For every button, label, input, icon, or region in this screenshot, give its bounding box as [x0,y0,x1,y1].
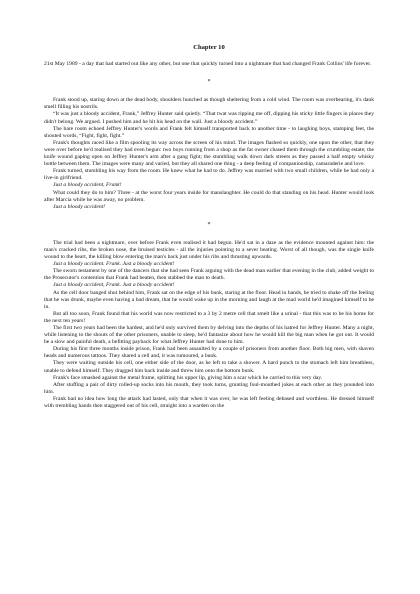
section-separator: * [207,221,211,228]
paragraph: 21st May 1989 - a day that had started out like any other, but one that quickly turned into a nightmare that had changed Frank Collins' life forever. [44,61,372,68]
italic-line: Just a bloody accident, Frank. Just a bloody accident! [53,282,175,289]
paragraph: Frank's face smashed against the metal frame, splitting his upper lip, giving him a scar which he carried to this very day. [53,374,323,381]
section-2 [44,97,374,211]
paragraph: During his first three months inside prison, Frank had been assaulted by a couple of prisoners from another floor. Both big men, with shaven heads and numerous tattoos. They shared a cell and, it was rumoured, a bunk. [44,346,374,360]
paragraph: The sworn testament by one of the dancers that she had seen Frank arguing with the dead man earlier that evening in the club, added weight to the Prosecutor's contention that Frank had beaten, then stabbed the man to death. [44,268,374,282]
paragraph: As the cell door banged shut behind him, Frank sat on the edge of his bunk, staring at the floor. Head in hands, he tried to shake off the feeling that he was drunk, maybe even having a bad dream, that he would wake up in the morning and laugh at the mad world he'd imagined himself to be in. [44,289,374,310]
paragraph: The trial had been a nightmare, over before Frank even realised it had begun. He'd sat in a daze as the evidence mounted against him: the man's cracked ribs, the broken nose, the bruised testicles - all the injuries pointing to a sever beating. Worst of all though, was the single knife wound to the heart, the killing blow entering the man's back just under his ribs and thrusting upwards. [44,239,374,261]
italic-line: Just a bloody accident, Frank! [53,182,122,189]
paragraph: Frank had no idea how long the attack had lasted, only that when it was over, he was left feeling debased and worthless. He dressed himself with trembling hands then staggered out of his cell, straight into a warden on the [44,395,374,410]
italic-line: Just a bloody accident. Frank. Just a bloody accident! [53,261,175,268]
paragraph: After stuffing a pair of dirty rolled-up socks into his mouth, they took turns, grunting foul-mouthed jokes at each other as they pounded into him. [44,381,374,395]
chapter-title: Chapter 10 [193,44,225,51]
paragraph: They were waiting outside his cell, one either side of the door, as he left to take a shower. A hard punch to the stomach left him breathless, unable to defend himself. They dragged him back inside and threw him onto the bottom bunk. [44,360,374,374]
paragraph: The bare room echoed Jeffrey Hunter's words and Frank felt himself transported back to another time - to laughing boys, stamping feet, the shouted words, “Fight, fight, fight.” [44,125,374,139]
section-1 [44,61,374,68]
italic-line: Just a bloody accident! [53,203,106,210]
section-3 [44,240,374,410]
paragraph: What could they do to him? Three - at the worst four years inside for manslaughter. He could do that standing on his head. Hunter would look after Marcia while he was away, no problem. [44,189,374,203]
paragraph: Frank turned, stumbling his way from the room. He knew what he had to do. Jeffrey was married with two small children, while he had only a live-in girlfriend. [44,168,374,182]
paragraph: But all too soon, Frank found that his world was now restricted to a 3 by 2 metre cell that smelt like a urinal - that this was to be his home for the next ten years! [44,310,374,324]
section-separator: * [207,79,211,86]
paragraph: “It was just a bloody accident, Frank,” Jeffrey Hunter said quietly. “That twat was ripping me off, dipping his sticky little fingers in places they didn't belong. We argued. I pushed him and he hit his head on the wall. Just a bloody accident.” [44,111,374,125]
paragraph: Frank stood up, staring down at the dead body, shoulders hunched as though sheltering from a cold wind. The room was overbearing, it's dank smell filling his nostrils. [44,97,374,111]
paragraph: Frank's thoughts raced like a film spooling its way across the screen of his mind. The images flashed so quickly, one upon the other, that they were over before he'd realised they had even begun: two boys running from a shop as the fat owner chased them through the crumbling estate; the knife wound gaping open on Jeffrey Hunter's arm after a gang fight; the stumbling walk down dark streets as they passed a half empty whisky bottle between them. The images were many and varied, but they all shared one thing - a deep feeling of companionship, camaraderie and love. [44,139,374,168]
paragraph: The first two years had been the hardest, and he'd only survived them by delving into the depths of his hatred for Jeffrey Hunter. Many a night, while listening to the shouts of the other prisoners, unable to sleep, he'd fantasize about how he would kill the big man when he got out. It would be a slow and painful death, a befitting payback for what Jeffrey Hunter had done to him. [44,325,374,346]
